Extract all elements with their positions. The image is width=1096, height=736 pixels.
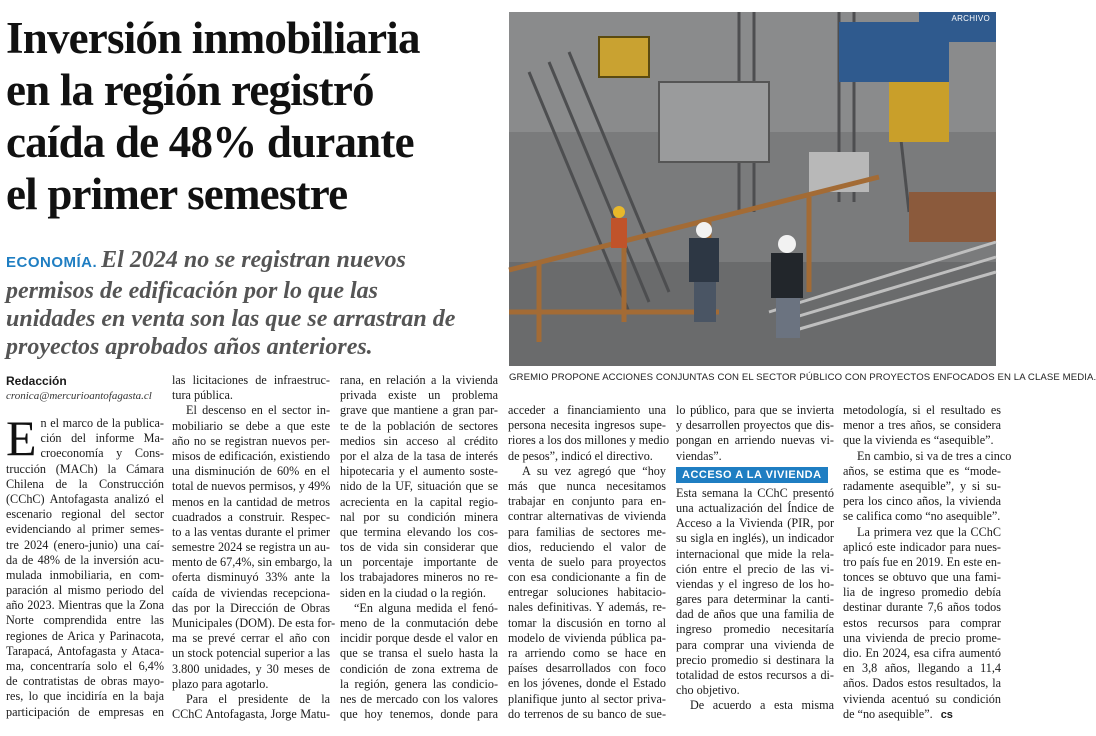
text-line: la región, genera las condicio-	[340, 676, 498, 691]
text-line: nido de la UF, situación que se	[340, 479, 498, 494]
text-line: Norte comprendida entre las	[6, 613, 164, 628]
text-line: grave que mantiene a gran par-	[340, 403, 498, 418]
text-line: aplicó este indicador para nues-	[843, 539, 1001, 554]
text-line: por el alza de la tasa de interés	[340, 448, 498, 463]
text-line: gares para determinar la canti-	[676, 592, 834, 607]
text-line: ción del informe Ma-	[40, 431, 164, 446]
text-line: año no se registran nuevos per-	[172, 433, 330, 448]
article-column-6	[843, 403, 1012, 722]
text-line: pera los cinco años, la vivienda	[843, 494, 1001, 509]
article-column-4	[508, 403, 670, 722]
text-line: las licitaciones de infraestruc-	[172, 373, 330, 387]
text-line: res, lo que incidiría en la baja	[6, 689, 164, 704]
end-mark: cs	[940, 708, 953, 721]
headline-line: el primer semestre	[6, 169, 348, 219]
text-line: medios sin acceso al crédito	[340, 433, 498, 448]
text-line: se califica como “no asequible”.	[843, 509, 1001, 524]
section-label: ECONOMÍA.	[6, 254, 98, 271]
text-line: En cambio, si va de tres a cinco	[857, 448, 1012, 463]
text-line: tura pública.	[172, 388, 233, 403]
article-column-2	[172, 373, 336, 722]
text-line: dios, reduciendo el valor de	[508, 539, 666, 554]
text-line: dio. En 2024, esa cifra aumentó	[843, 646, 1001, 660]
text-line: planifique junto al sector priva-	[508, 691, 666, 706]
text-line: tos de vida sin considerar que	[340, 540, 498, 555]
text-line: vivienda acentuó su condición	[843, 691, 1001, 706]
text-line: Municipales (DOM). De esta for-	[172, 616, 336, 630]
text-line: y desarrollen proyectos que dis-	[676, 418, 834, 433]
article-column-1	[6, 410, 164, 720]
text-line: das por la Dirección de Obras	[172, 600, 330, 615]
text-line: ma, concentraría solo el 6,4%	[6, 659, 164, 673]
text-line: una vivienda de precio prome-	[843, 630, 1001, 645]
byline-email: cronica@mercurioantofagasta.cl	[6, 390, 152, 402]
text-line: nes de mercado con los valores	[340, 691, 498, 706]
text-line: entregar soluciones habitacio-	[508, 585, 666, 600]
text-line: los trabajadores mineros no re-	[340, 570, 498, 585]
text-line: evidenciando al primer semes-	[6, 522, 164, 537]
drop-cap: E	[6, 410, 37, 466]
text-line: ma se prevé cerrar el año con	[172, 631, 330, 646]
photo-credit: ARCHIVO	[951, 14, 990, 23]
byline	[6, 373, 166, 403]
article-column-3	[340, 373, 498, 722]
text-line: que hoy tenemos, donde para	[340, 707, 498, 722]
text-line: una actualización del Índice de	[676, 500, 834, 515]
text-line: incidir porque desde el valor en	[340, 631, 498, 646]
text-line: ingreso promedio necesitaría	[676, 622, 834, 637]
text-line: en 3,8 años, llegando a 11,4	[843, 661, 1001, 676]
text-line: misos de edificación, existiendo	[172, 448, 330, 463]
text-line: privada existe un problema	[340, 388, 498, 403]
text-line: (CChC) Antofagasta analizó el	[6, 491, 164, 506]
text-line: lia de ingreso promedio debía	[843, 585, 1001, 600]
text-line: semestre 2024 se registra un au-	[172, 540, 330, 555]
subheading: ACCESO A LA VIVIENDA	[676, 467, 828, 483]
text-line: persona necesita ingresos supe-	[508, 418, 666, 433]
text-line: escenario regional del sector	[6, 507, 164, 522]
text-line: A su vez agregó que “hoy	[522, 463, 666, 478]
text-line: tomar la discusión en torno al	[508, 615, 666, 630]
text-line: mobiliario se debe a que este	[172, 418, 330, 433]
text-line: internacional que mide la rela-	[676, 546, 834, 561]
text-line: precio promedio si destinara la	[676, 652, 834, 667]
text-line: tro país fue en 2019. En este en-	[843, 554, 1001, 569]
deck	[6, 246, 502, 361]
text-line: trucción (MACh) la Cámara	[6, 461, 164, 476]
text-line: participación de empresas en	[6, 704, 164, 719]
text-line: modelo de vivienda pública pa-	[508, 630, 666, 645]
text-line: rana, en relación a la vivienda	[340, 373, 498, 387]
construction-site-image	[509, 12, 996, 366]
text-line: que la vivienda es “asequible”.	[843, 433, 994, 448]
text-line: hipotecaria y el aumento soste-	[340, 464, 498, 479]
photo-caption: GREMIO PROPONE ACCIONES CONJUNTAS CON EL SECTOR PÚBLICO CON PROYECTOS ENFOCADOS EN LA CLASE MEDIA.	[509, 372, 1096, 383]
text-line: n el marco de la publica-	[40, 416, 164, 430]
text-line: condición de zona extrema de	[340, 661, 498, 676]
text-line: da de 48% de la inversión acu-	[6, 552, 164, 567]
text-line: mulada inmobiliaria, en com-	[6, 567, 164, 582]
text-line: Acceso a la Vivienda (PIR, por	[676, 516, 834, 531]
text-line: metodología, si el resultado es	[843, 403, 1001, 417]
text-line: estos recursos para comprar	[843, 615, 1001, 630]
article-column-5	[676, 403, 834, 714]
headline-line: en la región registró	[6, 65, 374, 115]
deck-line: proyectos aprobados años anteriores.	[6, 334, 373, 360]
text-line: destinar durante 7,6 años todos	[843, 600, 1001, 615]
text-line: en los jóvenes, donde el Estado	[508, 676, 666, 691]
text-line: de pesos”, indicó el directivo.	[508, 448, 653, 463]
headline-line: Inversión inmobiliaria	[6, 13, 420, 63]
text-line: cho objetivo.	[676, 683, 740, 698]
text-line: Para el presidente de la	[186, 691, 330, 706]
text-line: meno de la conmutación debe	[340, 616, 498, 630]
construction-photo	[509, 12, 996, 366]
text-line: Tarapacá, Antofagasta y Ataca-	[6, 643, 164, 658]
text-line: ción entre el precio de las vi-	[676, 561, 834, 576]
text-line: viendas y el ingreso de los ho-	[676, 576, 834, 591]
text-line: regiones de Arica y Parinacota,	[6, 628, 164, 643]
text-line: radamente asequible”, y si su-	[843, 478, 1001, 493]
text-line: para familias de sectores me-	[508, 524, 666, 539]
text-line: riores a los dos millones y medio	[508, 433, 670, 448]
text-line: acceder a financiamiento una	[508, 403, 666, 417]
text-line: to a las ventas durante el primer	[172, 524, 330, 539]
text-line: años, se estima que es “mode-	[843, 463, 1001, 478]
text-line: “En alguna medida el fenó-	[354, 600, 498, 615]
text-line: acrecienta en la capital regio-	[340, 494, 498, 509]
text-line: mento de 67,4%, sin embargo, la	[172, 555, 333, 570]
text-line: totalidad de estos recursos a di-	[676, 668, 834, 682]
text-line: trabajar en conjunto para en-	[508, 494, 666, 509]
text-line: su sigla en inglés), un indicador	[676, 531, 834, 546]
deck-line: unidades en venta son las que se arrastran de	[6, 306, 456, 332]
text-line: El descenso en el sector in-	[186, 403, 330, 418]
text-line: tre 2024 (enero-junio) una caí-	[6, 537, 164, 552]
text-line: menor a tres años, se considera	[843, 418, 1001, 433]
headline	[6, 12, 502, 220]
text-line: cuadrados a construir. Respec-	[172, 509, 330, 524]
text-line: un porcentaje importante de	[340, 555, 498, 570]
text-line: te de la población de sectores	[340, 418, 498, 433]
text-line: nal por su condición minera	[340, 509, 498, 524]
headline-line: caída de 48% durante	[6, 117, 414, 167]
text-line: tonces se obtuvo que una fami-	[843, 570, 1001, 585]
text-line: nales definitivas. Y además, re-	[508, 600, 666, 615]
text-line: de “no asequible”.	[843, 706, 933, 721]
text-line: viendas”.	[676, 448, 722, 463]
text-line: países desarrollados con foco	[508, 661, 666, 676]
text-line: lo público, para que se invierta	[676, 403, 834, 417]
text-line: contrar alternativas de vivienda	[508, 509, 666, 524]
text-line: total de nuevos permisos, y 49%	[172, 479, 331, 494]
text-line: oferta disminuyó 33% ante la	[172, 570, 330, 585]
text-line: años. Dados estos resultados, la	[843, 676, 1001, 691]
text-line: un stock potencial superior a las	[172, 646, 330, 661]
text-line: CChC Antofagasta, Jorge Matu-	[172, 707, 330, 722]
text-line: una disminución de 60% en el	[172, 464, 330, 479]
text-line: ra arriendo como se hace en	[508, 646, 666, 660]
text-line: do terrenos de su banco de sue-	[508, 706, 666, 721]
byline-author: Redacción	[6, 374, 67, 388]
text-line: pongan en arriendo nuevas vi-	[676, 433, 834, 448]
deck-line: permisos de edificación por lo que las	[6, 278, 378, 304]
text-line: más que nunca necesitamos	[508, 478, 666, 493]
text-line: caída de viviendas recepciona-	[172, 585, 330, 600]
text-line: La primera vez que la CChC	[857, 524, 1001, 539]
text-line: con esa condicionante a fin de	[508, 570, 666, 585]
text-line: de contratistas de obras mayo-	[6, 674, 164, 689]
text-line: que se transa el suelo hasta la	[340, 646, 498, 661]
text-line: paración al mismo periodo del	[6, 583, 164, 598]
text-line: para comprar una vivienda de	[676, 637, 834, 652]
text-line: menos en la cantidad de metros	[172, 494, 330, 509]
text-line: De acuerdo a esta misma	[690, 698, 834, 713]
deck-line: El 2024 no se registran nuevos	[101, 247, 406, 273]
text-line: venta de suelo para proyectos	[508, 554, 666, 569]
text-line: que termina elevando los cos-	[340, 524, 498, 539]
text-line: siden en la ciudad o la región.	[340, 585, 486, 600]
text-line: croeconomía y Cons-	[40, 446, 164, 461]
text-line: Chilena de la Construcción	[6, 476, 164, 491]
text-line: año 2023. Mientras que la Zona	[6, 598, 164, 613]
text-line: 3.800 unidades, y 30 meses de	[172, 661, 330, 676]
text-line: dad de años que una familia de	[676, 607, 834, 622]
text-line: Esta semana la CChC presentó	[676, 485, 834, 500]
text-line: plazo para agotarlo.	[172, 676, 269, 691]
